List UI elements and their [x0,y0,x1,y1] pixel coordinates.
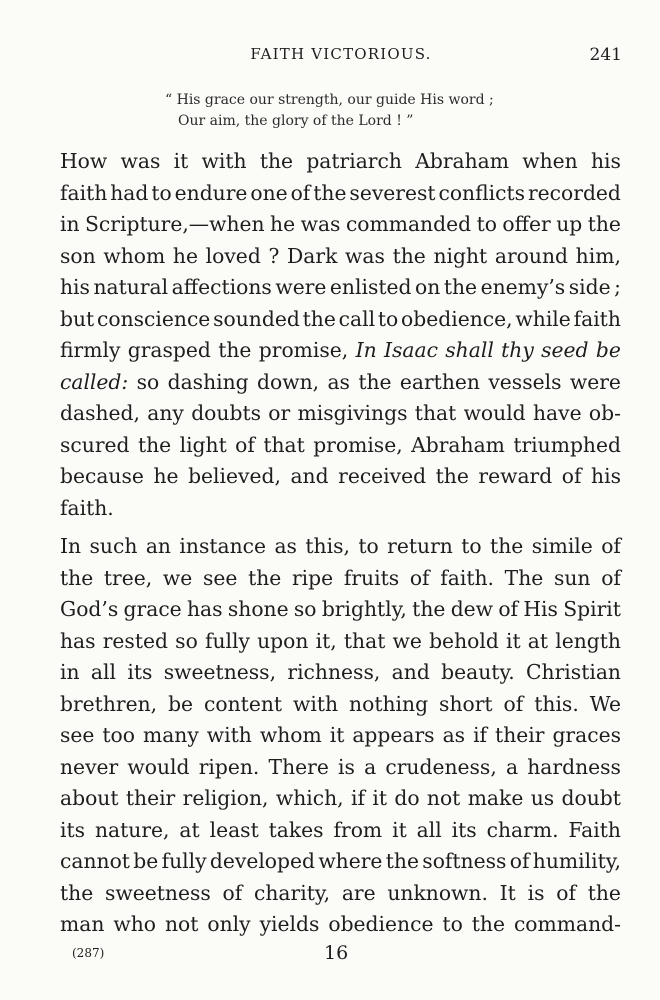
text-word: would [127,754,190,779]
text-word: the [60,880,94,905]
text-word: brightly, [321,597,407,621]
text-word: misgivings [297,401,408,425]
text-word: the [412,597,446,621]
text-word: of [235,432,255,457]
text-line [60,461,621,493]
text-word: he [270,212,296,236]
text-word: it [505,628,521,653]
text-word: their [125,786,176,810]
text-word: who [113,912,156,936]
text-word: the [435,464,469,488]
text-word: length [555,628,621,653]
text-line [60,146,621,178]
text-word: all [416,817,442,842]
text-word: its [127,660,153,684]
text-word: shall [445,338,494,362]
text-word: in [60,660,80,684]
text-word: Christian [526,660,621,684]
text-line [60,272,621,304]
text-word: while [515,306,571,331]
text-word: to [358,534,379,558]
text-line [60,626,621,658]
text-word: beauty. [441,660,515,684]
body-text [60,146,621,941]
text-word: earthen [399,369,480,394]
text-word: the [587,212,621,236]
text-word: too [102,723,135,747]
text-word: of [290,180,311,205]
text-word: unknown. [387,880,488,905]
text-word: believed, [188,464,281,488]
text-word: light [179,432,227,457]
text-word: faith [60,180,108,205]
text-word: endure [174,180,248,205]
text-word: reward [478,464,553,488]
text-word: richness, [287,660,381,684]
text-line [60,304,621,336]
text-word: was [300,212,341,236]
running-head [60,45,622,69]
text-word: sweetness [104,880,211,905]
text-word: the [60,565,94,590]
text-line [60,398,621,430]
text-line [60,657,621,689]
text-word: conscience [97,306,211,331]
text-word: fully [161,849,207,873]
text-word: be [133,849,159,873]
text-word: charity, [254,880,331,905]
text-word: promise, [313,432,403,457]
text-word: this. [534,691,579,716]
text-word: grasped [127,338,211,362]
text-word: religion, [182,786,269,810]
text-word: rested [102,628,168,653]
text-word: its [60,817,86,842]
text-word: It [499,880,516,905]
text-word: upon [257,628,309,653]
text-line [60,493,621,525]
epigraph [165,90,525,132]
text-word: be [595,338,621,362]
text-word: of [561,464,582,488]
text-word: nature, [94,817,170,842]
text-word: so [175,628,198,653]
text-word: it, [315,628,337,653]
text-word: God’s [60,597,119,621]
text-word: because [60,464,144,488]
text-word: natural [93,275,169,299]
text-word: Abraham [415,149,509,173]
text-word: not [426,786,461,810]
text-word: of [222,880,243,905]
text-word: promise, [258,338,349,362]
text-word: takes [268,817,324,842]
text-word: as [327,369,350,394]
text-word: the [218,338,252,362]
text-word: his [60,275,90,299]
text-word: In [60,534,82,558]
text-word: tree, [103,565,153,590]
text-word: us [530,786,555,810]
text-word: least [209,817,259,842]
text-word: and [391,660,430,684]
text-word: recorded [527,180,621,205]
page-footer [72,942,600,972]
text-word: has [60,628,96,653]
text-word: instance [179,534,267,558]
text-word: down, [257,369,320,394]
text-word: obedience [328,912,434,936]
text-word: have [532,401,582,425]
text-word: appears [352,723,435,747]
epigraph-line: “ His grace our strength, our guide His word ; [165,92,494,108]
text-word: hardness [527,754,621,779]
text-word: of [409,565,430,590]
text-word: sun [553,565,591,590]
text-word: we [392,628,422,653]
text-word: the [302,306,336,331]
text-word: it [392,817,407,842]
text-word: obedience, [401,306,513,331]
text-word: How [60,149,108,173]
text-word: many [142,723,199,747]
text-word: yields [259,912,320,936]
text-word: that [414,401,457,425]
text-word: patriarch [306,149,402,173]
text-word: see [202,565,238,590]
text-line [60,367,621,399]
text-word: if [350,786,365,810]
text-word: an [145,534,171,558]
text-word: of [509,849,530,873]
text-word: if [473,723,488,747]
text-word: ob- [588,401,621,425]
text-word: of [601,565,621,590]
text-word: content [204,691,283,716]
text-word: nothing [349,691,429,716]
text-word: was [120,149,161,173]
text-word: faith. [60,495,114,520]
text-word: with [201,149,247,173]
text-word: from [333,817,383,842]
text-word: simile [531,534,593,558]
text-word: a [364,754,377,779]
text-word: of [556,880,576,905]
text-word: faith [573,306,621,331]
text-word: one [250,180,288,205]
text-word: the [443,275,478,299]
text-word: firmly [60,338,121,362]
text-line [60,531,621,563]
text-word: never [60,754,119,779]
text-word: the [490,534,524,558]
running-title: FAITH VICTORIOUS. [250,45,432,63]
text-word: ; [614,275,621,299]
signature-code: (287) [72,946,105,960]
text-word: to [461,534,482,558]
text-word: graces [552,723,621,747]
text-word: sounded [213,306,300,331]
text-word: is [338,754,355,779]
text-word: humility, [532,849,621,873]
text-word: ripe [291,565,334,590]
text-word: In [355,338,377,362]
text-word: to [377,306,399,331]
text-word: the [137,432,172,457]
text-line [60,209,621,241]
text-word: was [345,243,385,268]
text-word: make [467,786,524,810]
text-word: were [569,369,621,394]
text-word: he [153,464,179,488]
text-word: side [568,275,611,299]
text-word: around [494,243,568,268]
text-word: His [523,597,558,621]
text-word: the [587,880,621,905]
text-word: night [433,243,488,268]
text-word: or [268,401,291,425]
text-line [60,335,621,367]
text-word: but [60,306,95,331]
text-word: severest [349,180,436,205]
text-word: command- [513,912,621,936]
text-word: which, [275,786,344,810]
text-word: offer [502,212,551,236]
text-word: as [274,534,297,558]
text-word: There [268,754,329,779]
text-word: the [385,849,419,873]
text-word: in [60,212,80,236]
text-word: Abraham [411,432,505,457]
text-word: about [60,786,119,810]
text-word: seed [541,338,589,362]
text-word: Spirit [563,597,621,621]
text-word: faith. [440,565,494,590]
text-word: call [338,306,376,331]
text-word: dashed, [60,401,140,425]
text-word: man [60,912,105,936]
text-word: it [329,723,345,747]
text-word: son [60,243,96,268]
text-word: the [313,180,347,205]
text-word: Isaac [383,338,438,362]
text-line [60,563,621,595]
text-word: to [476,212,497,236]
epigraph-line: Our aim, the glory of the Lord ! ” [178,113,414,129]
text-word: his [591,149,621,173]
text-word: at [527,628,549,653]
text-word: Faith [568,817,621,842]
text-word: we [162,565,193,590]
text-word: such [89,534,138,558]
text-line [60,178,621,210]
text-word: had [110,180,149,205]
text-word: that [263,432,305,457]
text-word: the [471,912,505,936]
text-line [60,720,621,752]
text-word: dashing [167,369,249,394]
text-word: softness [422,849,507,873]
text-word: on [415,275,441,299]
text-line [60,752,621,784]
signature-mark: 16 [324,942,349,964]
text-word: developed [209,849,315,873]
text-word: Dark [287,243,338,268]
text-word: whom [259,723,322,747]
text-word: his [591,464,621,488]
text-word: dew [450,597,494,621]
text-word: at [179,817,200,842]
text-word: ? [268,243,280,268]
text-word: were [275,275,327,299]
text-word: it [372,786,387,810]
text-word: where [318,849,383,873]
text-word: shone [227,597,289,621]
text-line [60,815,621,847]
text-word: all [90,660,116,684]
text-word: received [338,464,427,488]
text-word: Scripture,—when [85,212,265,236]
text-line [60,689,621,721]
text-word: loved [205,243,261,268]
text-word: the [392,243,426,268]
text-word: is [527,880,545,905]
text-word: has [186,597,223,621]
text-word: he [172,243,198,268]
text-word: vessels [488,369,562,394]
text-word: and [290,464,329,488]
text-line [60,846,621,878]
text-word: a [505,754,519,779]
text-word: enemy’s [480,275,566,299]
text-word: grace [123,597,182,621]
text-word: him, [575,243,621,268]
text-word: sweetness, [163,660,277,684]
page-number: 241 [589,45,622,65]
text-word: are [341,880,376,905]
text-word: ripen. [198,754,260,779]
text-word: fully [204,628,250,653]
text-word: brethren, [60,691,158,716]
text-line [60,430,621,462]
text-word: scured [60,432,130,457]
text-word: be [168,691,194,716]
text-word: doubt [561,786,621,810]
text-line [60,594,621,626]
text-word: when [522,149,578,173]
text-word: of [498,597,519,621]
text-word: do [394,786,420,810]
text-word: cannot [60,849,130,873]
text-word: as [442,723,466,747]
text-word: with [206,723,252,747]
text-line [60,909,621,941]
text-word: whom [103,243,166,268]
text-word: only [207,912,251,936]
text-word: it [173,149,189,173]
text-word: so [293,597,317,621]
text-word: the [248,565,282,590]
text-word: called: [60,369,129,394]
text-word: The [504,565,544,590]
text-word: crudeness, [385,754,497,779]
text-word: its [451,817,477,842]
text-word: enlisted [329,275,412,299]
text-word: the [259,149,294,173]
text-word: so [136,369,160,394]
text-word: of [503,691,524,716]
text-word: the [358,369,392,394]
text-word: triumphed [513,432,621,457]
text-word: to [151,180,172,205]
text-word: charm. [486,817,559,842]
text-word: that [343,628,386,653]
text-word: fruits [343,565,400,590]
text-line [60,878,621,910]
text-word: not [164,912,199,936]
text-word: would [463,401,526,425]
text-word: commanded [345,212,472,236]
text-word: affections [171,275,272,299]
text-line [60,783,621,815]
text-word: up [556,212,583,236]
text-word: of [601,534,621,558]
text-word: to [442,912,463,936]
text-word: conflicts [438,180,526,205]
text-word: thy [501,338,534,362]
text-word: this, [305,534,350,558]
text-word: doubts [191,401,261,425]
text-word: short [439,691,493,716]
text-line [60,241,621,273]
text-word: We [589,691,621,716]
text-word: with [293,691,339,716]
text-word: their [495,723,545,747]
text-word: behold [429,628,499,653]
text-word: return [387,534,453,558]
text-word: any [147,401,184,425]
text-word: see [60,723,95,747]
